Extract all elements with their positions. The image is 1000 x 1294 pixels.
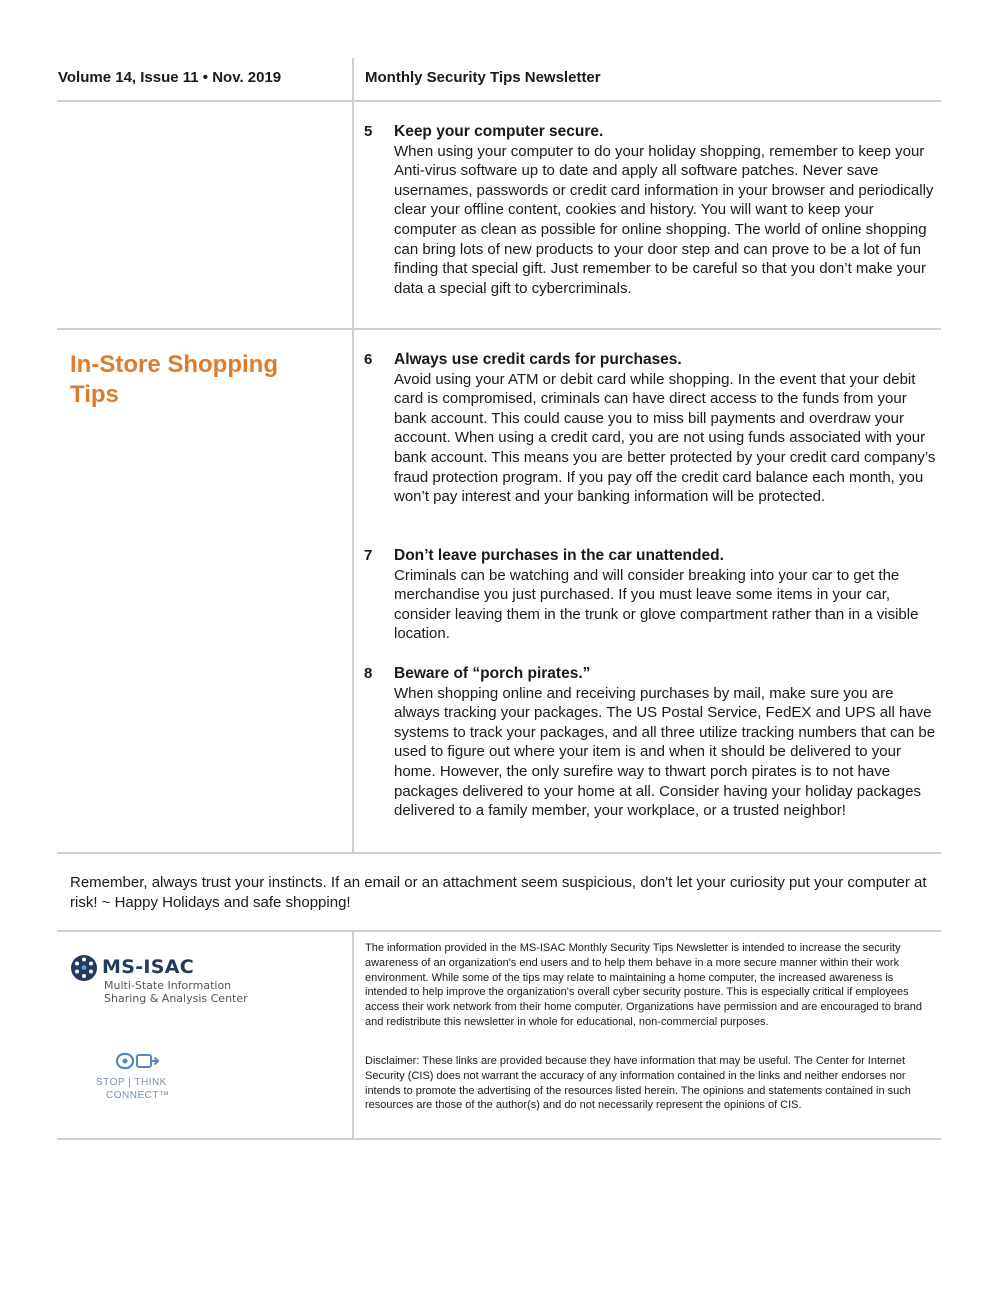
- tip-number: 8: [364, 665, 373, 682]
- tip-body: When shopping online and receiving purchases by mail, make sure you are always tracking your packages. The US Postal Service, FedEX and UPS all have systems to track your packages, and all three utilize tracking numbers that can be used to figure out where your item is and when it should be delivered to your home. However, the only surefire way to thwart porch pirates is to not have packages delivered to your home at all. Consider having your holiday packages delivered to a family member, your workplace, or a trusted neighbor!: [394, 684, 936, 820]
- section-title: In-Store Shopping Tips: [70, 351, 278, 408]
- tip-5: [364, 122, 936, 298]
- column-divider-top: [352, 58, 354, 328]
- tip-7: [364, 546, 936, 644]
- tip-body: Criminals can be watching and will consider breaking into your car to get the merchandise you just purchased. If you must leave some items in your car, consider leaving them in the trunk or glove compartment rather than in a visible location.: [394, 566, 919, 643]
- stc-line-1: STOP | THINK: [96, 1077, 167, 1088]
- stop-think-connect-icon: [116, 1052, 160, 1070]
- msisac-logo: [68, 950, 268, 1010]
- volume-issue: Volume 14, Issue 11 • Nov. 2019: [58, 69, 282, 86]
- tip-6: [364, 350, 936, 507]
- column-divider-footer: [352, 932, 354, 1138]
- tip-title: Don’t leave purchases in the car unattended.: [394, 547, 724, 564]
- rule-footer-top: [57, 930, 941, 932]
- rule-closing: [57, 852, 941, 854]
- tip-8: [364, 664, 936, 821]
- globe-stars-icon: [70, 954, 98, 982]
- tip-title: Beware of “porch pirates.”: [394, 665, 591, 682]
- stop-think-connect-logo: [92, 1052, 187, 1107]
- tip-number: 5: [364, 123, 373, 140]
- tip-body: Avoid using your ATM or debit card while shopping. In the event that your debit card is compromised, criminals can have direct access to the funds from your bank account. This could cause you to miss bill payments and overdraw your account. When using a credit card, you are not using funds associated with your bank account. This means you are better protected by your credit card company’s fraud protection program. If you pay off the credit card balance each month, you won’t pay interest and your banking information will be protected.: [394, 370, 936, 506]
- tip-number: 7: [364, 547, 373, 564]
- rule-section: [57, 328, 941, 330]
- stc-line-2: CONNECT™: [106, 1090, 170, 1101]
- column-divider-middle: [352, 330, 354, 852]
- msisac-subtitle-1: Multi-State Information: [104, 979, 232, 992]
- closing-message: Remember, always trust your instincts. If an email or an attachment seem suspicious, don't let your curiosity put your computer at risk! ~ Happy Holidays and safe shopping!: [70, 874, 927, 911]
- msisac-subtitle-2: Sharing & Analysis Center: [104, 992, 248, 1005]
- tip-body: When using your computer to do your holiday shopping, remember to keep your Anti-virus software up to date and apply all software patches. Never save usernames, passwords or credit card information in your browser and periodically clear your offline content, cookies and history. You will want to keep your computer as clean as possible for online shopping. The world of online shopping can bring lots of new products to your door step and can prove to be a lot of fun finding that special gift. Just remember to be careful so that you don’t make your data a special gift to cybercriminals.: [394, 142, 934, 297]
- msisac-name: MS-ISAC: [102, 956, 194, 978]
- newsletter-title: Monthly Security Tips Newsletter: [365, 69, 601, 86]
- footer-disclaimer: Disclaimer: These links are provided because they have information that may be useful. The Center for Internet Security (CIS) does not warrant the accuracy of any information contained in the links and neither endorses nor intends to promote the advertising of the resources listed herein. The opinions and statements contained in such resources are those of the author(s) and do not necessarily represent the opinions of CIS.: [365, 1055, 911, 1112]
- rule-header: [57, 100, 941, 102]
- tip-title: Always use credit cards for purchases.: [394, 351, 682, 368]
- tip-title: Keep your computer secure.: [394, 123, 604, 140]
- footer-info: The information provided in the MS-ISAC Monthly Security Tips Newsletter is intended to increase the security awareness of an organization's end users and to help them behave in a more secure manner within their work environment. While some of the tips may relate to maintaining a home computer, the increased awareness is intended to help improve the organization's overall cyber security posture. This is especially critical if employees access their work network from their home computer. Organizations have permission and are encouraged to brand and redistribute this newsletter in whole for educational, non-commercial purposes.: [365, 942, 923, 1028]
- tip-number: 6: [364, 351, 373, 368]
- rule-footer-bottom: [57, 1138, 941, 1140]
